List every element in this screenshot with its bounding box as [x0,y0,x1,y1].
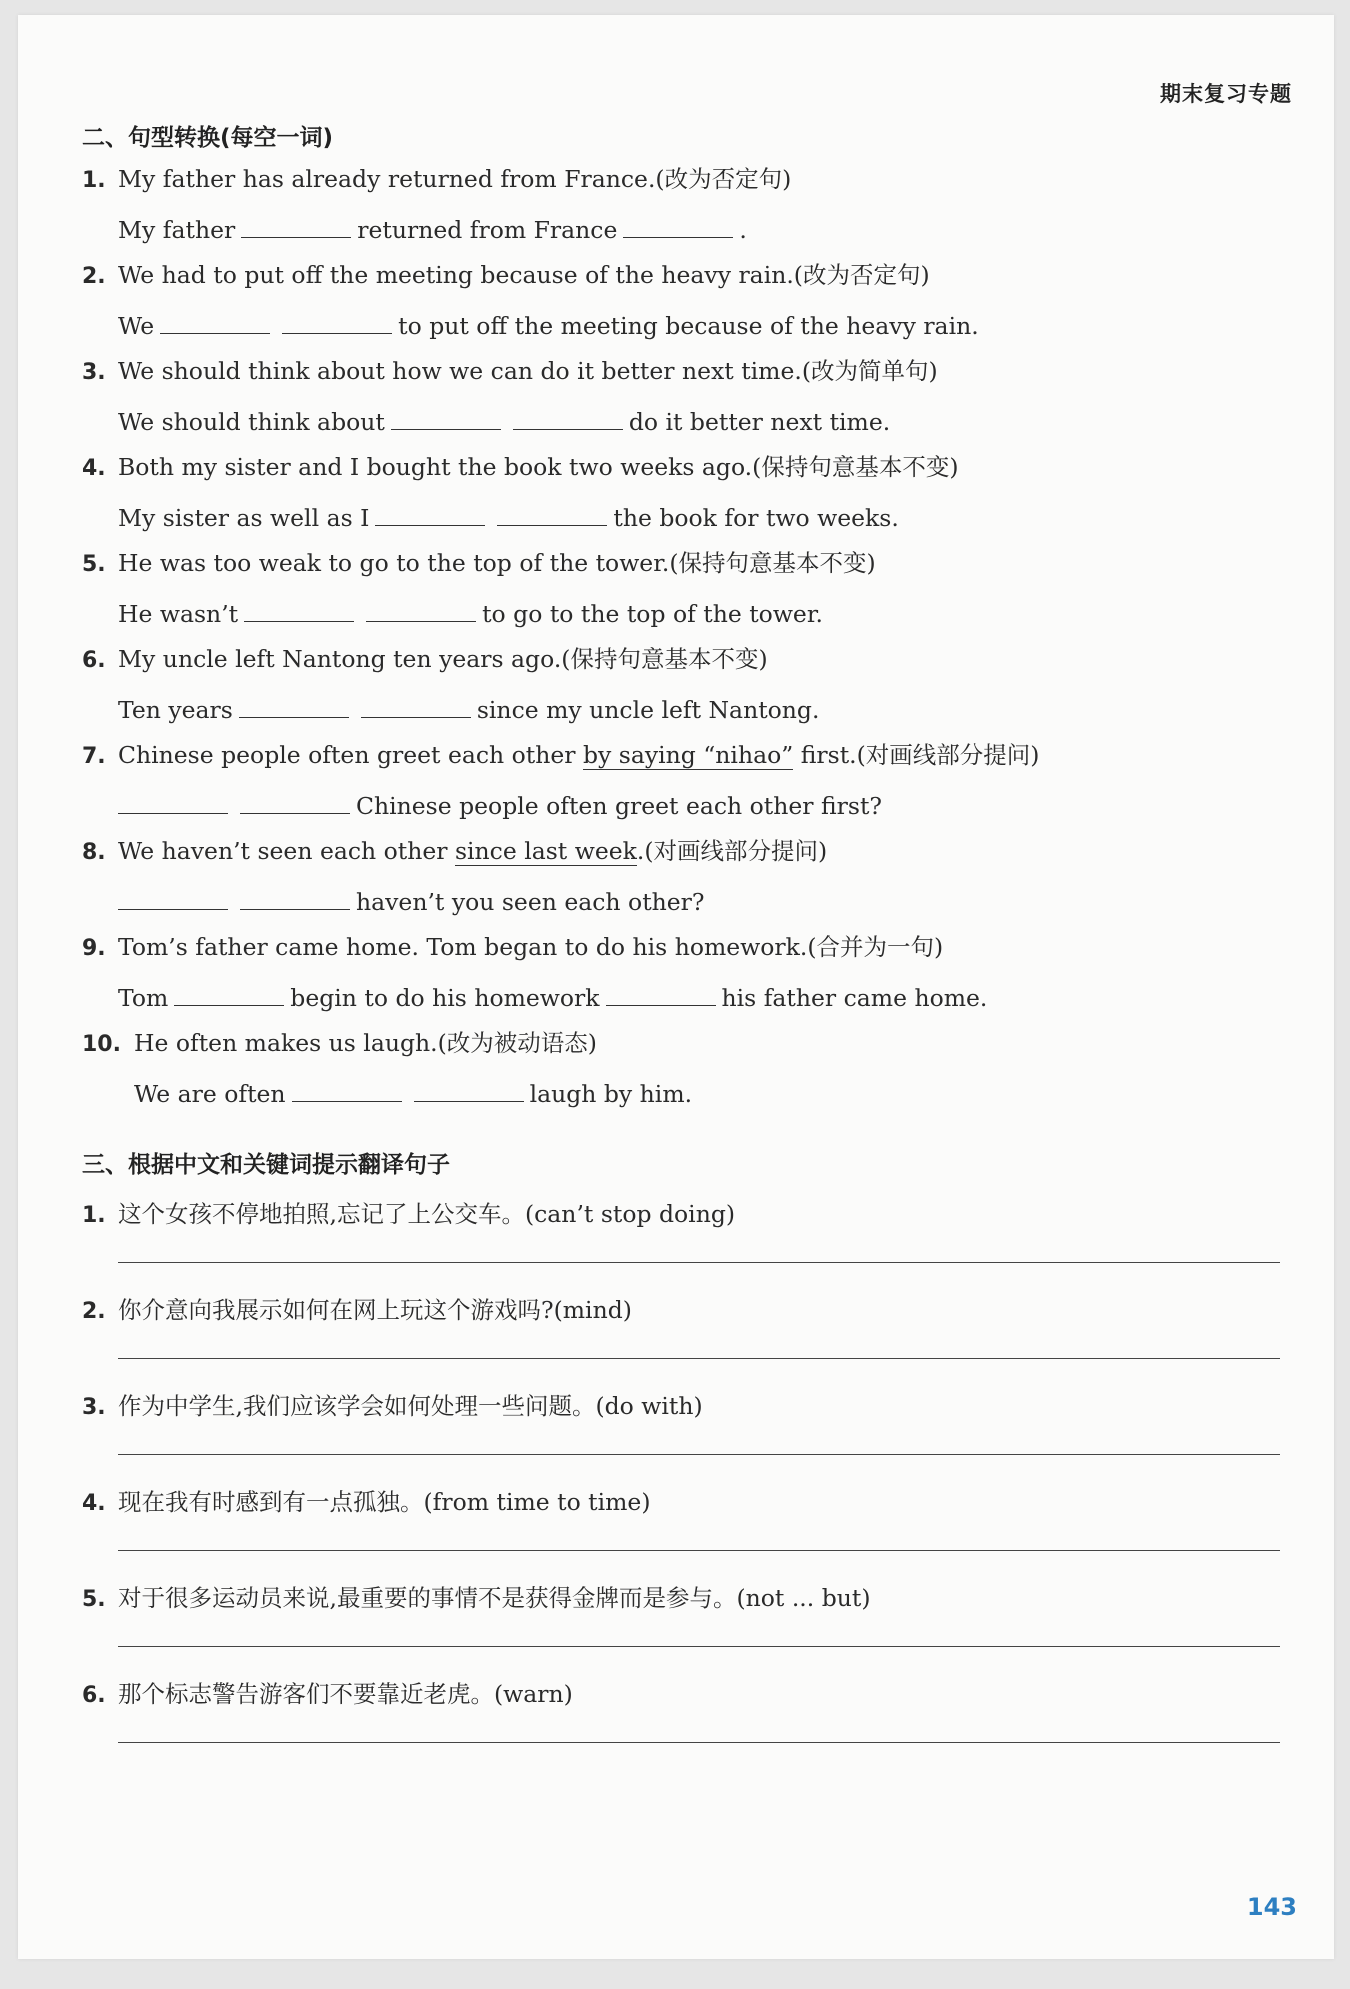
answer-line[interactable] [118,1618,1280,1647]
exercise-item [82,1029,1302,1125]
answer-text: We [118,312,155,340]
translation-prompt: 对于很多运动员来说,最重要的事情不是获得金牌而是参与。(not ... but) [118,1584,871,1612]
answer-blank[interactable] [244,597,354,622]
item-number: 1. [82,168,106,193]
item-number: 5. [82,1587,106,1612]
question-text: My uncle left Nantong ten years ago.(保持句意基本不变) [118,645,768,673]
answer-text: Chinese people often greet each other first? [356,792,882,820]
answer-blank[interactable] [118,789,228,814]
exercise-item [82,933,1302,1029]
question-text: He often makes us laugh.(改为被动语态) [134,1029,597,1057]
item-number: 2. [82,1299,106,1324]
item-number: 6. [82,648,106,673]
translation-item [82,1674,1302,1770]
translation-item [82,1290,1302,1386]
answer-text: Ten years [118,696,233,724]
item-number: 2. [82,264,106,289]
answer-text: My father [118,216,236,244]
section-title: 二、句型转换(每空一词) [82,125,334,151]
translation-prompt: 现在我有时感到有一点孤独。(from time to time) [118,1488,651,1516]
translation-prompt: 作为中学生,我们应该学会如何处理一些问题。(do with) [118,1392,703,1420]
question-text: He was too weak to go to the top of the tower.(保持句意基本不变) [118,549,876,577]
page-header: 期末复习专题 [1160,82,1292,106]
question-text: Chinese people often greet each other [118,741,583,769]
exercise-item [82,645,1302,741]
answer-blank[interactable] [241,213,351,238]
item-number: 5. [82,552,106,577]
question-text: Both my sister and I bought the book two weeks ago.(保持句意基本不变) [118,453,959,481]
item-number: 4. [82,456,106,481]
exercise-item [82,741,1302,837]
answer-blank[interactable] [239,693,349,718]
question-text: We haven’t seen each other [118,837,455,865]
answer-text: He wasn’t [118,600,239,628]
item-number: 4. [82,1491,106,1516]
translation-item [82,1386,1302,1482]
answer-blank[interactable] [160,309,270,334]
workbook-page [18,15,1334,1959]
answer-blank[interactable] [497,501,607,526]
section-translation [82,1150,1302,1770]
section-title: 三、根据中文和关键词提示翻译句子 [82,1152,450,1178]
question-text: We had to put off the meeting because of the heavy rain.(改为否定句) [118,261,930,289]
exercise-item [82,165,1302,261]
answer-line[interactable] [118,1522,1280,1551]
answer-text: We should think about [118,408,385,436]
translation-item [82,1578,1302,1674]
answer-text: to put off the meeting because of the heavy rain. [398,312,979,340]
answer-blank[interactable] [174,981,284,1006]
answer-line[interactable] [118,1234,1280,1263]
translation-prompt: 这个女孩不停地拍照,忘记了上公交车。(can’t stop doing) [118,1200,736,1228]
answer-line[interactable] [118,1426,1280,1455]
answer-text: . [739,216,747,244]
answer-blank[interactable] [391,405,501,430]
underlined-phrase: since last week [454,837,637,865]
answer-line[interactable] [118,1714,1280,1743]
question-text: Tom’s father came home. Tom began to do his homework.(合并为一句) [118,933,944,961]
answer-text: do it better next time. [628,408,891,436]
answer-text: Tom [118,984,169,1012]
answer-blank[interactable] [361,693,471,718]
answer-text: My sister as well as I [118,504,370,532]
answer-text: begin to do his homework [290,984,600,1012]
question-text: My father has already returned from France.(改为否定句) [118,165,792,193]
section-sentence-transformation [82,123,1302,1125]
item-number: 3. [82,360,106,385]
answer-text: his father came home. [721,984,988,1012]
answer-blank[interactable] [118,885,228,910]
answer-text: We are often [134,1080,286,1108]
item-number: 6. [82,1683,106,1708]
answer-text: laugh by him. [529,1080,693,1108]
answer-text: the book for two weeks. [613,504,899,532]
item-number: 1. [82,1203,106,1228]
translation-prompt: 你介意向我展示如何在网上玩这个游戏吗?(mind) [118,1296,632,1324]
translation-item [82,1482,1302,1578]
question-text: first.(对画线部分提问) [793,741,1040,769]
answer-blank[interactable] [414,1077,524,1102]
underlined-phrase: by saying “nihao” [582,741,794,769]
translation-prompt: 那个标志警告游客们不要靠近老虎。(warn) [118,1680,573,1708]
answer-blank[interactable] [240,789,350,814]
question-text: .(对画线部分提问) [636,837,828,865]
exercise-item [82,549,1302,645]
item-number: 3. [82,1395,106,1420]
answer-blank[interactable] [292,1077,402,1102]
exercise-item [82,837,1302,933]
answer-blank[interactable] [375,501,485,526]
exercise-item [82,357,1302,453]
answer-blank[interactable] [240,885,350,910]
answer-text: returned from France [357,216,618,244]
item-number: 7. [82,744,106,769]
question-text: We should think about how we can do it better next time.(改为简单句) [118,357,938,385]
item-number: 10. [82,1032,121,1057]
exercise-item [82,261,1302,357]
answer-text: haven’t you seen each other? [356,888,705,916]
item-number: 8. [82,840,106,865]
answer-text: since my uncle left Nantong. [476,696,820,724]
page-number: 143 [1246,1893,1297,1921]
answer-line[interactable] [118,1330,1280,1359]
answer-text: to go to the top of the tower. [482,600,823,628]
answer-blank[interactable] [606,981,716,1006]
answer-blank[interactable] [623,213,733,238]
exercise-item [82,453,1302,549]
item-number: 9. [82,936,106,961]
answer-blank[interactable] [513,405,623,430]
translation-item [82,1194,1302,1290]
answer-blank[interactable] [366,597,476,622]
answer-blank[interactable] [282,309,392,334]
